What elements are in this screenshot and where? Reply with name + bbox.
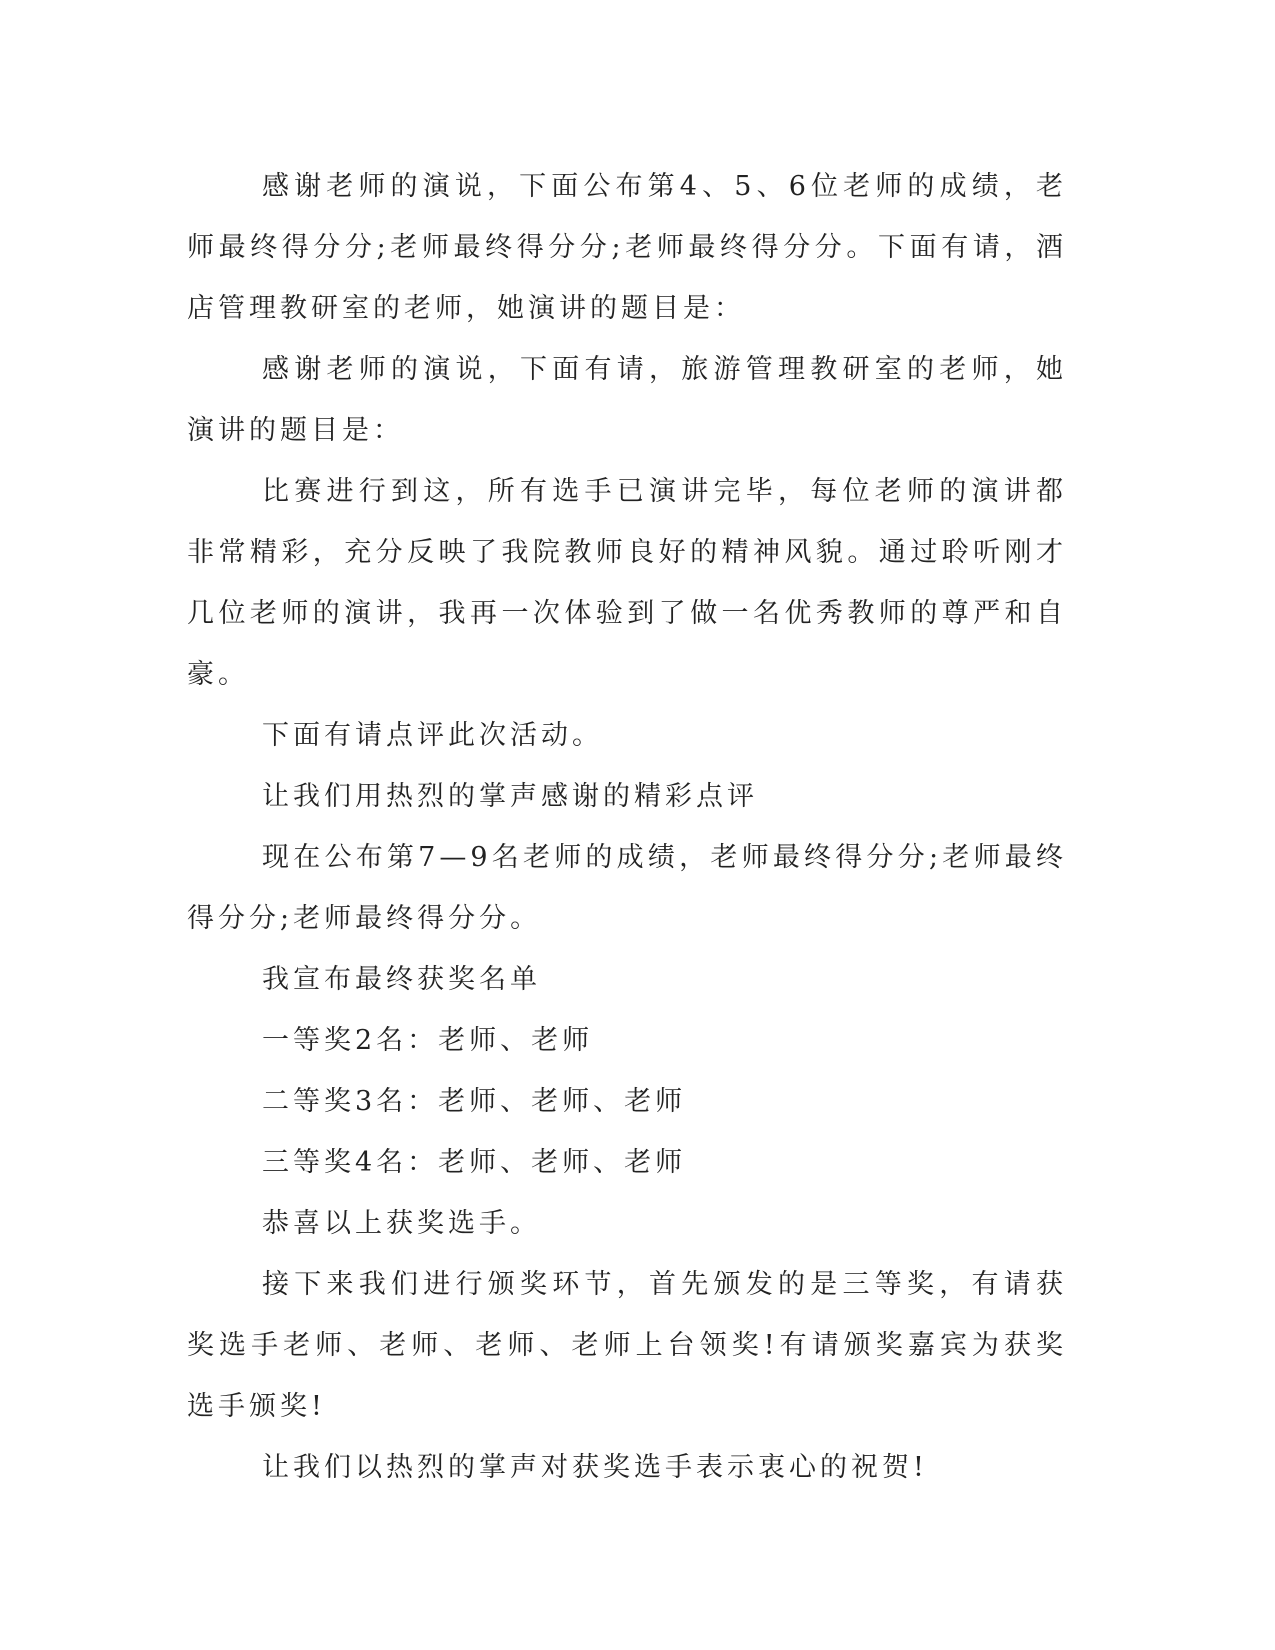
paragraph-award-ceremony: 接下来我们进行颁奖环节，首先颁发的是三等奖，有请获奖选手老师、老师、老师、老师上台领奖!有请颁奖嘉宾为获奖选手颁奖! [187,1269,1067,1422]
paragraph-invite-review: 下面有请点评此次活动。 [262,720,603,751]
paragraph-third-prize: 三等奖4名：老师、老师、老师 [262,1147,687,1178]
paragraph-score-announcement-1: 感谢老师的演说，下面公布第4、5、6位老师的成绩，老师最终得分分;老师最终得分分;老师最终得分分。下面有请，酒店管理教研室的老师，她演讲的题目是： [187,171,1067,324]
paragraph-first-prize: 一等奖2名：老师、老师 [262,1025,594,1056]
paragraph-competition-summary: 比赛进行到这，所有选手已演讲完毕，每位老师的演讲都非常精彩，充分反映了我院教师良好的精神风貌。通过聆听刚才几位老师的演讲，我再一次体验到了做一名优秀教师的尊严和自豪。 [187,476,1067,690]
paragraph-thanks-review: 让我们用热烈的掌声感谢的精彩点评 [262,781,758,812]
paragraph-applause: 让我们以热烈的掌声对获奖选手表示衷心的祝贺! [262,1452,928,1483]
paragraph-next-speaker: 感谢老师的演说，下面有请，旅游管理教研室的老师，她演讲的题目是： [187,354,1067,446]
paragraph-score-announcement-2: 现在公布第7—9名老师的成绩，老师最终得分分;老师最终得分分;老师最终得分分。 [187,842,1067,934]
paragraph-congratulations: 恭喜以上获奖选手。 [262,1208,541,1239]
document-body [187,156,1067,1498]
paragraph-second-prize: 二等奖3名：老师、老师、老师 [262,1086,687,1117]
paragraph-winners-heading: 我宣布最终获奖名单 [262,964,541,995]
